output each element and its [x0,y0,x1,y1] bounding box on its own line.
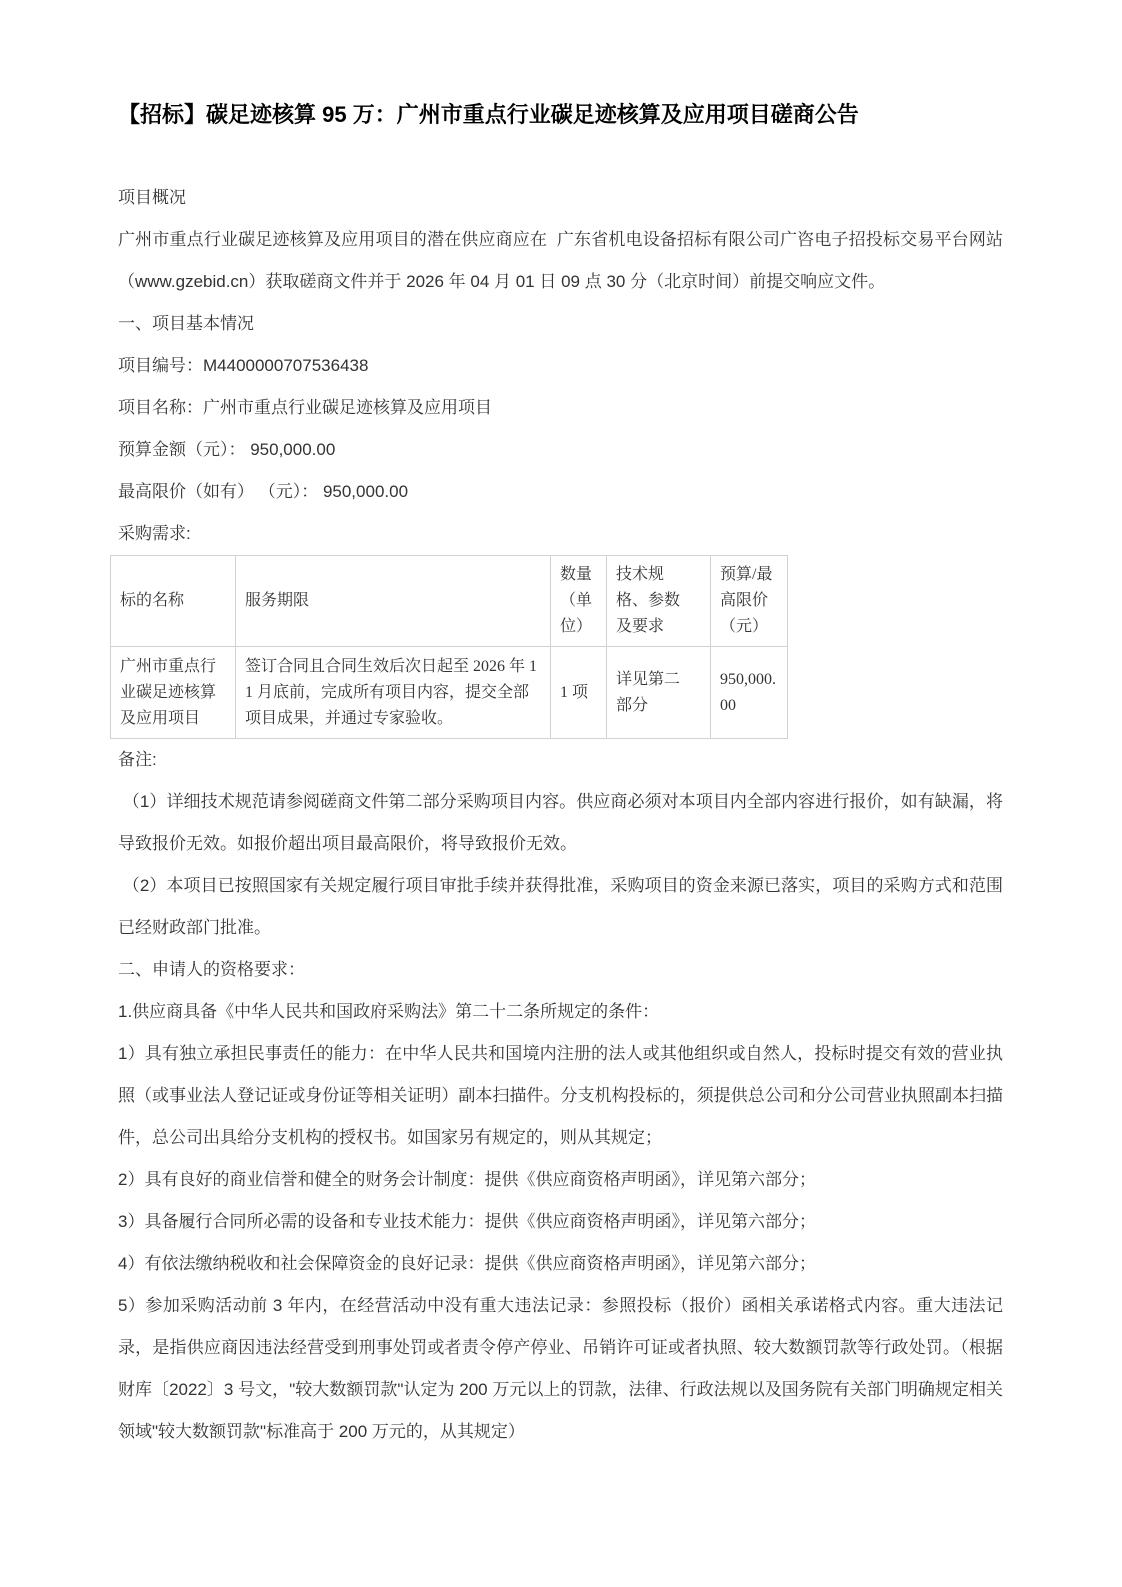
section-basic-info-heading: 一、项目基本情况 [118,314,254,333]
cell-tech-spec: 详见第二部分 [607,647,711,739]
qualification-intro: 1.供应商具备《中华人民共和国政府采购法》第二十二条所规定的条件： [118,1002,660,1021]
col-header-budget: 预算/最高限价（元） [711,556,788,647]
col-header-subject: 标的名称 [111,556,236,647]
remark-item-1: （1）详细技术规范请参阅磋商文件第二部分采购项目内容。供应商必须对本项目内全部内容进行报价，如有缺漏，将导致报价无效。如报价超出项目最高限价，将导致报价无效。 [118,792,1003,853]
col-header-tech-spec: 技术规格、参数及要求 [607,556,711,647]
qualification-item-4: 4）有依法缴纳税收和社会保障资金的良好记录：提供《供应商资格声明函》，详见第六部分； [118,1254,816,1273]
cell-budget: 950,000.00 [711,647,788,739]
project-name: 项目名称：广州市重点行业碳足迹核算及应用项目 [118,398,492,417]
cell-service-period: 签订合同且合同生效后次日起至 2026 年 11 月底前，完成所有项目内容，提交全部项目成果，并通过专家验收。 [236,647,551,739]
overview-text: 广州市重点行业碳足迹核算及应用项目的潜在供应商应在 广东省机电设备招标有限公司广咨电子招投标交易平台网站（www.gzebid.cn）获取磋商文件并于 2026 年 04 月 01 日 09 点 30 分（北京时间）前提交响应文件。 [118,230,1003,291]
qualification-item-2: 2）具有良好的商业信誉和健全的财务会计制度：提供《供应商资格声明函》，详见第六部分； [118,1170,816,1189]
cell-subject: 广州市重点行业碳足迹核算及应用项目 [111,647,236,739]
remark-item-2: （2）本项目已按照国家有关规定履行项目审批手续并获得批准，采购项目的资金来源已落实，项目的采购方式和范围已经财政部门批准。 [118,876,1003,937]
max-price: 最高限价（如有） （元）： 950,000.00 [118,482,409,501]
cell-quantity: 1 项 [551,647,607,739]
qualification-item-3: 3）具备履行合同所必需的设备和专业技术能力：提供《供应商资格声明函》，详见第六部分； [118,1212,816,1231]
qualification-item-5: 5）参加采购活动前 3 年内，在经营活动中没有重大违法记录：参照投标（报价）函相关承诺格式内容。重大违法记录，是指供应商因违法经营受到刑事处罚或者责令停产停业、吊销许可证或者执照、较大数额罚款等行政处罚。（根据财库〔2022〕3 号文，"较大数额罚款"认定为 200 万元以上的罚款，法律、行政法规以及国务院有关部门明确规定相关领域"较大数额罚款"标准高于 200 万元的，从其规定） [118,1296,1003,1441]
col-header-service-period: 服务期限 [236,556,551,647]
page-title: 【招标】碳足迹核算 95 万：广州市重点行业碳足迹核算及应用项目磋商公告 [118,102,859,127]
overview-heading: 项目概况 [118,188,186,207]
qualification-item-1: 1）具有独立承担民事责任的能力：在中华人民共和国境内注册的法人或其他组织或自然人，投标时提交有效的营业执照（或事业法人登记证或身份证等相关证明）副本扫描件。分支机构投标的，须提供总公司和分公司营业执照副本扫描件，总公司出具给分支机构的授权书。如国家另有规定的，则从其规定； [118,1044,1003,1147]
remark-heading: 备注: [118,750,157,769]
col-header-quantity: 数量（单位） [551,556,607,647]
project-number: 项目编号：M4400000707536438 [118,356,369,375]
table-row [111,647,788,739]
procurement-demand-heading: 采购需求: [118,524,191,543]
table-header-row [111,556,788,647]
budget-amount: 预算金额（元）： 950,000.00 [118,440,336,459]
procurement-demand-table [110,555,788,739]
section-qualification-heading: 二、申请人的资格要求： [118,960,305,979]
